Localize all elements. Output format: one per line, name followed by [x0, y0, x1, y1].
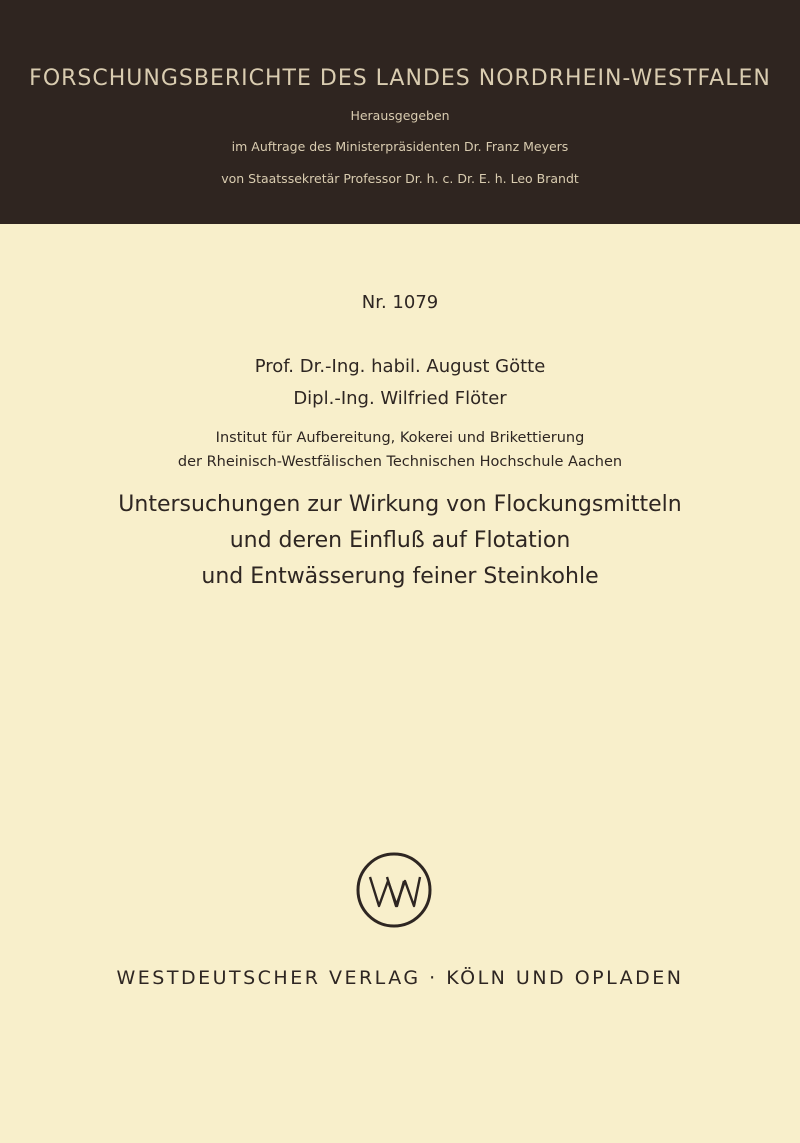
author-1: Prof. Dr.-Ing. habil. August Götte	[254, 356, 546, 377]
title-line-1: Untersuchungen zur Wirkung von Flockungsmitteln	[118, 492, 682, 517]
title-line-3: und Entwässerung feiner Steinkohle	[201, 564, 599, 589]
institute-line-1: Institut für Aufbereitung, Kokerei und Brikettierung	[215, 430, 585, 446]
editor-name: von Staatssekretär Professor Dr. h. c. Dr. E. h. Leo Brandt	[221, 171, 579, 186]
publisher-name: WESTDEUTSCHER VERLAG · KÖLN UND OPLADEN	[116, 967, 684, 989]
series-title: FORSCHUNGSBERICHTE DES LANDES NORDRHEIN-WESTFALEN	[29, 66, 771, 91]
author-2: Dipl.-Ing. Wilfried Flöter	[293, 388, 507, 409]
wv-publisher-logo-icon	[354, 850, 434, 930]
report-number: Nr. 1079	[361, 292, 439, 313]
editor-commission: im Auftrage des Ministerpräsidenten Dr. Franz Meyers	[231, 139, 569, 154]
title-line-2: und deren Einfluß auf Flotation	[229, 528, 571, 553]
editor-label: Herausgegeben	[350, 108, 450, 123]
institute-line-2: der Rheinisch-Westfälischen Technischen Hochschule Aachen	[177, 454, 623, 470]
header-band	[0, 0, 800, 224]
